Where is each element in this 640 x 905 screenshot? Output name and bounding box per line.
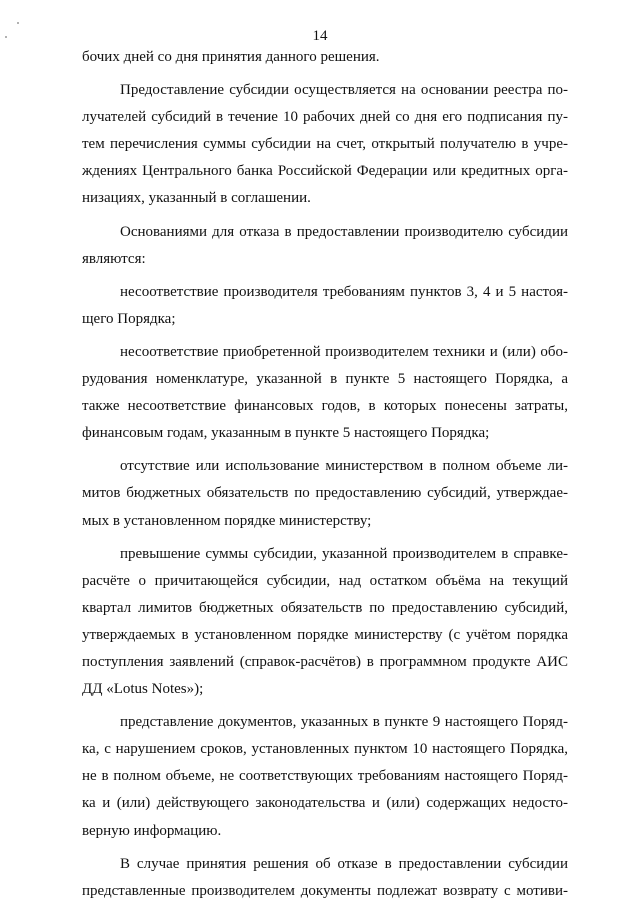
text-line: мых в установленном порядке министерству; [82,512,372,529]
paragraph-ground-equipment [82,339,568,447]
text-line: тем перечисления суммы субсидии на счет, открытый получателю в учре- [82,136,568,153]
text-line: ждениях Центрального банка Российской Федерации или кредитных орга- [82,163,568,180]
paragraph-subsidy-payment [82,77,568,212]
text-line: верную информацию. [82,822,222,839]
text-line: лучателей субсидий в течение 10 рабочих дней со дня его подписания пу- [82,109,568,126]
text-line: рудования номенклатуре, указанной в пункте 5 настоящего Порядка, а [82,371,568,388]
text-line: бочих дней со дня принятия данного решения. [82,49,380,65]
text-line: также несоответствие финансовых годов, в которых понесены затраты, [82,398,568,415]
paragraph-refusal-grounds [82,219,568,273]
text-line: превышение суммы субсидии, указанной производителем в справке- [120,545,568,562]
text-line: низациях, указанный в соглашении. [82,190,311,207]
text-line: Предоставление субсидии осуществляется на основании реестра по- [120,82,568,99]
text-line: представленные производителем документы подлежат возврату с мотиви- [82,882,568,899]
paragraph-continuation [82,44,568,71]
text-line: утверждаемых в установленном порядке министерству (с учётом порядка [82,626,568,643]
text-line: квартал лимитов бюджетных обязательств по предоставлению субсидий, [82,599,568,616]
text-line: представление документов, указанных в пункте 9 настоящего Поряд- [120,714,568,731]
text-line: являются: [82,250,146,267]
text-line: митов бюджетных обязательств по предоставлению субсидий, утверждае- [82,485,568,502]
text-line: Основаниями для отказа в предоставлении производителю субсидии [120,223,568,240]
text-line: несоответствие приобретенной производителем техники и (или) обо- [120,343,568,360]
paragraph-ground-documents [82,709,568,844]
text-line: поступления заявлений (справок-расчётов) в программном продукте АИС [82,653,568,670]
text-line: не в полном объеме, не соответствующих требованиям настоящего Поряд- [82,768,568,785]
paragraph-ground-requirements [82,279,568,333]
text-line: щего Порядка; [82,310,176,327]
text-line: отсутствие или использование министерством в полном объеме ли- [120,458,568,475]
text-line: В случае принятия решения об отказе в предоставлении субсидии [120,855,568,872]
text-line: ка и (или) действующего законодательства и (или) содержащих недосто- [82,795,568,812]
body-text [82,44,568,905]
page-number: 14 [312,28,328,44]
text-line: ДД «Lotus Notes»); [82,681,204,698]
paragraph-ground-limits [82,453,568,534]
scan-speck [17,22,19,24]
text-line: ка, с нарушением сроков, установленных пунктом 10 настоящего Порядка, [82,741,568,758]
text-line: финансовым годам, указанным в пункте 5 настоящего Порядка; [82,425,490,442]
paragraph-ground-excess [82,541,568,704]
text-line: несоответствие производителя требованиям пунктов 3, 4 и 5 настоя- [120,283,568,300]
paragraph-refusal-return [82,851,568,905]
text-line: расчёте о причитающейся субсидии, над остатком объёма на текущий [82,572,568,589]
